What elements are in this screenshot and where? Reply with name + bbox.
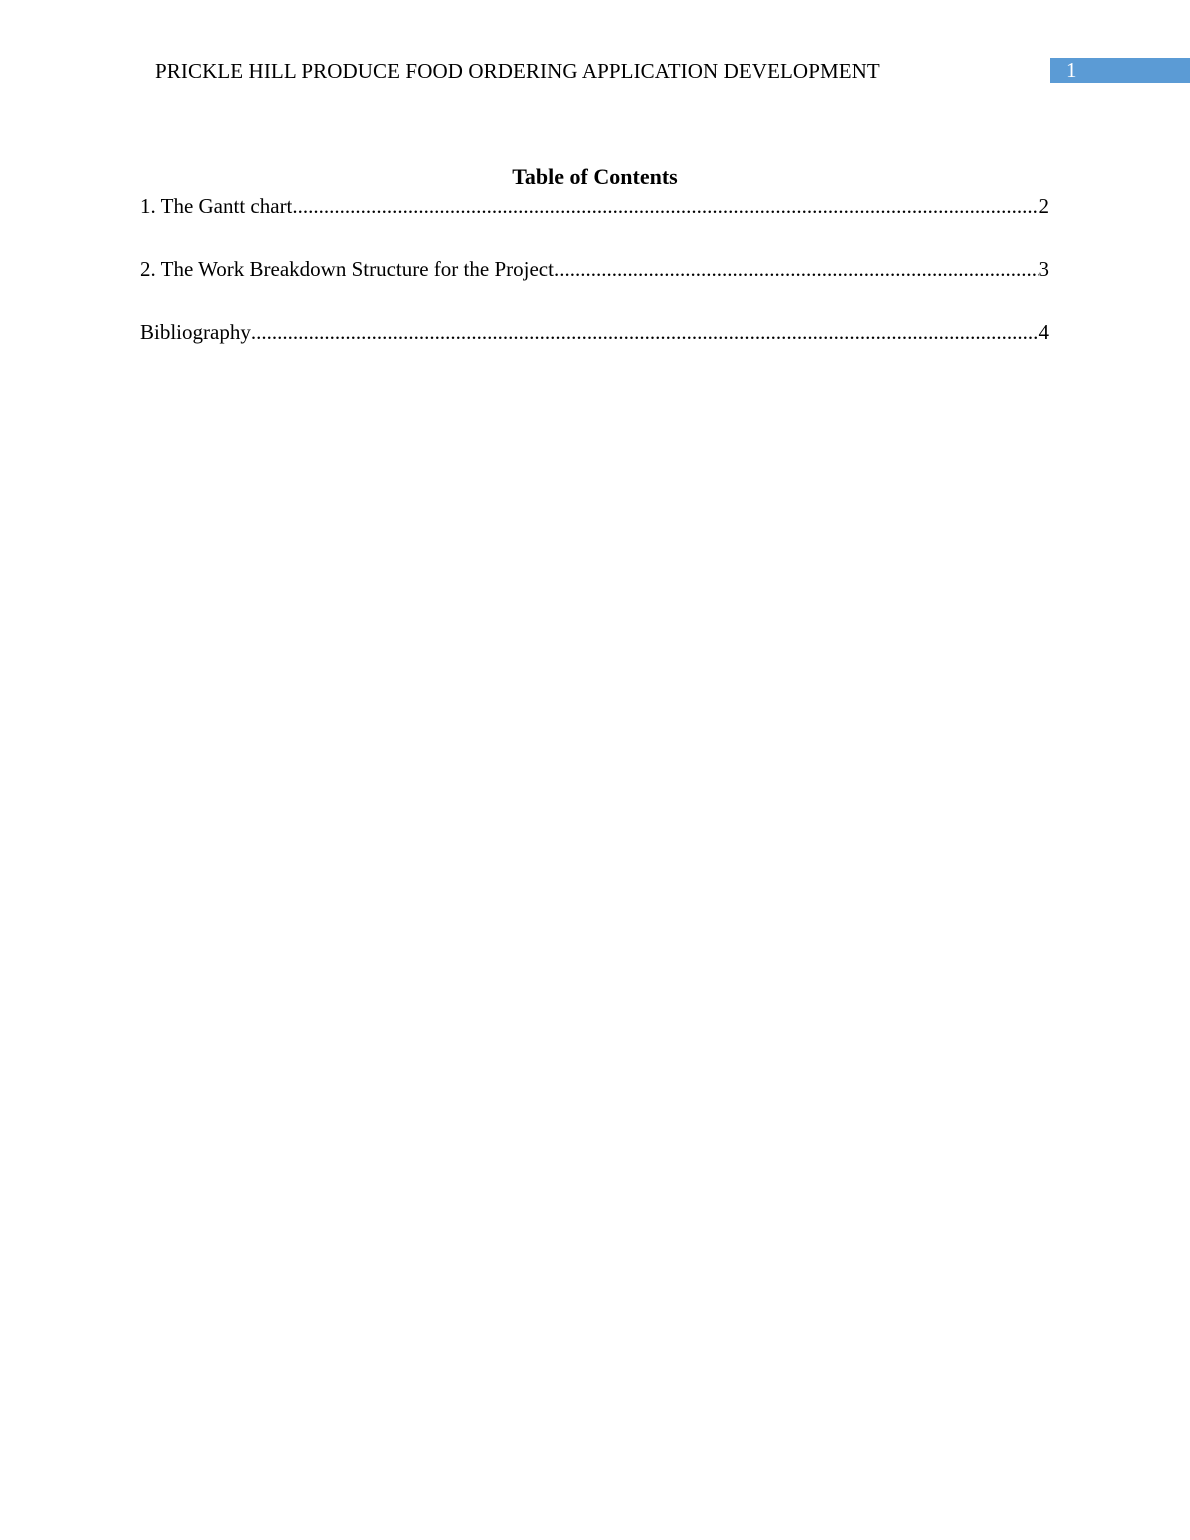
toc-dot-leader <box>554 255 1039 283</box>
toc-entry-label: Bibliography <box>140 320 251 344</box>
toc-entry-label: 2. The Work Breakdown Structure for the Project <box>140 257 554 281</box>
toc-entry-work-breakdown-structure[interactable] <box>140 255 1049 283</box>
toc-dot-leader <box>292 192 1038 220</box>
toc-entry-bibliography[interactable] <box>140 318 1049 346</box>
page-number: 1 <box>1066 58 1077 82</box>
toc-heading: Table of Contents <box>512 164 678 189</box>
page-number-badge <box>1050 58 1190 83</box>
toc-entry-page: 4 <box>1038 320 1049 344</box>
toc-entry-page: 2 <box>1038 194 1049 218</box>
running-header-title: PRICKLE HILL PRODUCE FOOD ORDERING APPLICATION DEVELOPMENT <box>155 59 880 83</box>
toc-entry-label: 1. The Gantt chart <box>140 194 293 218</box>
toc-dot-leader <box>251 318 1039 346</box>
toc-entry-gantt-chart[interactable] <box>140 192 1049 220</box>
toc-entry-page: 3 <box>1038 257 1049 281</box>
